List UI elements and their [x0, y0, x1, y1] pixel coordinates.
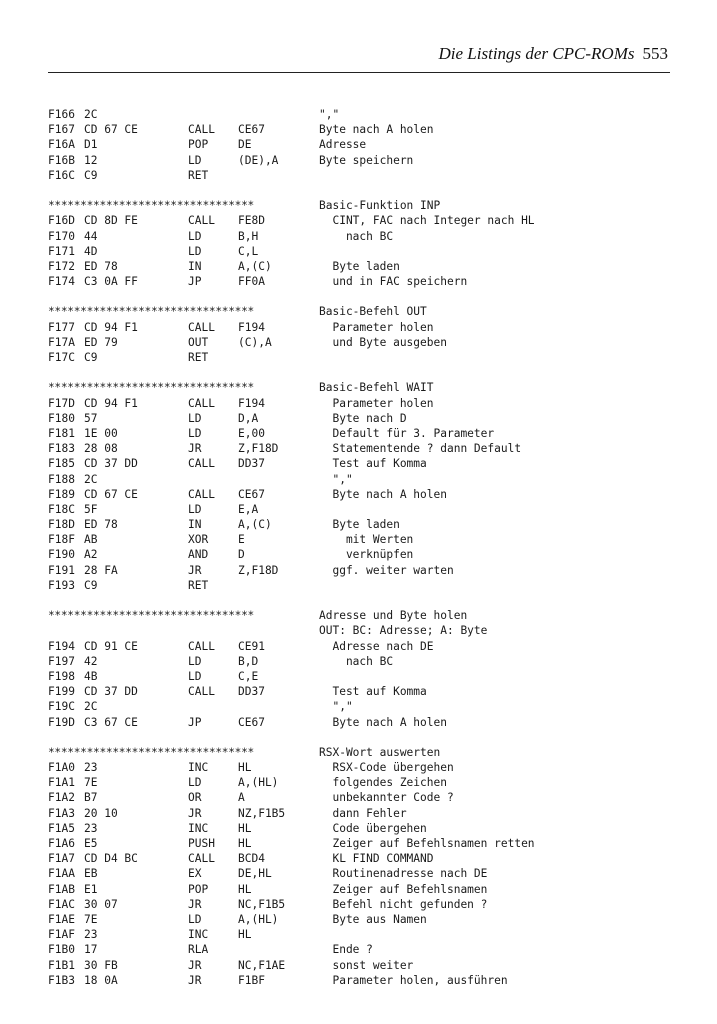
mnemonic: JR	[188, 958, 202, 972]
comment: unbekannter Code ?	[319, 791, 454, 805]
operand: BCD4	[238, 852, 265, 866]
hex-bytes: E5	[84, 837, 98, 850]
comment: Routinenadresse nach DE	[319, 867, 488, 881]
comment: Byte nach A holen	[319, 487, 447, 501]
address: F1A2	[48, 791, 75, 805]
operand: F194	[238, 396, 265, 410]
mnemonic: LD	[188, 912, 202, 926]
hex-bytes: 23	[84, 821, 98, 835]
mnemonic: POP	[188, 138, 209, 152]
comment: dann Fehler	[319, 806, 407, 820]
address: F183	[48, 442, 75, 456]
assembly-listing	[48, 107, 668, 988]
code-line	[48, 760, 668, 775]
code-line	[48, 578, 668, 593]
comment: ","	[319, 108, 340, 121]
code-line	[48, 229, 668, 244]
code-line	[48, 775, 668, 790]
comment: Byte laden	[319, 259, 400, 273]
mnemonic: JR	[188, 897, 202, 911]
operand: A	[238, 791, 245, 805]
blank-line	[48, 183, 668, 198]
section-header-line	[48, 608, 668, 623]
comment: und in FAC speichern	[319, 275, 468, 289]
hex-bytes: C3 67 CE	[84, 715, 138, 729]
code-line	[48, 411, 668, 426]
code-line	[48, 563, 668, 578]
operand: A,(C)	[238, 518, 272, 532]
hex-bytes: 2C	[84, 108, 98, 121]
operand: D,A	[238, 411, 259, 425]
hex-bytes: 5F	[84, 502, 98, 516]
comment: Parameter holen	[319, 320, 434, 334]
hex-bytes: 17	[84, 943, 98, 957]
mnemonic: LD	[188, 654, 202, 668]
mnemonic: JR	[188, 973, 202, 987]
blank-line	[48, 593, 668, 608]
address: F181	[48, 426, 75, 440]
operand: (C),A	[238, 335, 272, 349]
comment: Test auf Komma	[319, 457, 427, 471]
page-header	[48, 44, 668, 64]
comment: Adresse nach DE	[319, 639, 434, 653]
comment: und Byte ausgeben	[319, 335, 447, 349]
comment: ggf. weiter warten	[319, 563, 454, 577]
operand: A,(HL)	[238, 912, 279, 926]
section-header-line	[48, 380, 668, 395]
hex-bytes: CD D4 BC	[84, 852, 138, 866]
address: F1A0	[48, 761, 75, 775]
address: F193	[48, 578, 75, 592]
comment: Byte aus Namen	[319, 912, 427, 926]
address: F1AA	[48, 867, 75, 881]
comment: mit Werten	[319, 533, 414, 547]
operand: NC,F1B5	[238, 897, 286, 911]
comment: nach BC	[319, 654, 394, 668]
mnemonic: CALL	[188, 639, 215, 653]
mnemonic: RET	[188, 578, 209, 592]
hex-bytes: CD 8D FE	[84, 214, 138, 228]
code-line	[48, 441, 668, 456]
separator-stars: ********************************	[48, 381, 254, 395]
mnemonic: OUT	[188, 335, 209, 349]
operand: Z,F18D	[238, 442, 279, 456]
operand: F194	[238, 320, 265, 334]
address: F16A	[48, 138, 75, 152]
comment: verknüpfen	[319, 548, 414, 562]
hex-bytes: 57	[84, 411, 98, 425]
hex-bytes: CD 94 F1	[84, 396, 138, 410]
mnemonic: JR	[188, 442, 202, 456]
code-line	[48, 244, 668, 259]
code-line	[48, 927, 668, 942]
hex-bytes: 30 07	[84, 897, 118, 911]
hex-bytes: 1E 00	[84, 426, 118, 440]
address: F18D	[48, 518, 75, 532]
hex-bytes: EB	[84, 867, 98, 881]
address: F199	[48, 685, 75, 699]
code-line	[48, 426, 668, 441]
hex-bytes: ED 78	[84, 518, 118, 532]
hex-bytes: 23	[84, 761, 98, 775]
operand: CE67	[238, 487, 265, 501]
mnemonic: CALL	[188, 214, 215, 228]
code-line	[48, 866, 668, 881]
address: F190	[48, 548, 75, 562]
comment: sonst weiter	[319, 958, 414, 972]
comment: nach BC	[319, 229, 394, 243]
code-line	[48, 821, 668, 836]
code-line	[48, 456, 668, 471]
hex-bytes: 44	[84, 229, 98, 243]
operand: NZ,F1B5	[238, 806, 286, 820]
running-title: Die Listings der CPC-ROMs	[438, 44, 635, 63]
operand: HL	[238, 837, 252, 850]
operand: FF0A	[238, 275, 265, 289]
code-line	[48, 623, 668, 638]
section-title: RSX-Wort auswerten	[319, 745, 441, 759]
operand: HL	[238, 761, 252, 775]
comment: Parameter holen, ausführen	[319, 973, 508, 987]
address: F167	[48, 123, 75, 137]
operand: HL	[238, 928, 252, 942]
code-line	[48, 958, 668, 973]
address: F16C	[48, 168, 75, 182]
comment: Byte nach A holen	[319, 715, 447, 729]
address: F17C	[48, 351, 75, 364]
code-line	[48, 122, 668, 137]
code-line	[48, 168, 668, 183]
section-title: Basic-Befehl WAIT	[319, 381, 434, 395]
comment: Test auf Komma	[319, 685, 427, 699]
hex-bytes: 4B	[84, 669, 98, 683]
operand: C,E	[238, 669, 259, 683]
hex-bytes: 12	[84, 153, 98, 167]
section-header-line	[48, 304, 668, 319]
section-header-line	[48, 745, 668, 760]
hex-bytes: CD 67 CE	[84, 487, 138, 501]
hex-bytes: 18 0A	[84, 973, 118, 987]
address: F180	[48, 411, 75, 425]
hex-bytes: CD 91 CE	[84, 639, 138, 653]
code-line	[48, 274, 668, 289]
mnemonic: JR	[188, 563, 202, 577]
address: F1AB	[48, 882, 75, 896]
address: F19C	[48, 700, 75, 714]
code-line	[48, 259, 668, 274]
code-line	[48, 699, 668, 714]
section-header-line	[48, 198, 668, 213]
comment: Default für 3. Parameter	[319, 426, 495, 440]
code-line	[48, 684, 668, 699]
address: F1B0	[48, 943, 75, 957]
code-line	[48, 836, 668, 851]
code-line	[48, 547, 668, 562]
hex-bytes: 20 10	[84, 806, 118, 820]
comment: Befehl nicht gefunden ?	[319, 897, 488, 911]
hex-bytes: C9	[84, 351, 98, 364]
hex-bytes: 28 08	[84, 442, 118, 456]
hex-bytes: 28 FA	[84, 563, 118, 577]
code-line	[48, 350, 668, 365]
address: F18F	[48, 533, 75, 547]
mnemonic: CALL	[188, 457, 215, 471]
address: F174	[48, 275, 75, 289]
address: F18C	[48, 502, 75, 516]
code-line	[48, 897, 668, 912]
code-line	[48, 669, 668, 684]
hex-bytes: 2C	[84, 472, 98, 486]
mnemonic: CALL	[188, 320, 215, 334]
hex-bytes: 2C	[84, 700, 98, 714]
separator-stars: ********************************	[48, 305, 254, 319]
operand: CE91	[238, 639, 265, 653]
operand: A,(HL)	[238, 776, 279, 790]
hex-bytes: A2	[84, 548, 98, 562]
address: F197	[48, 654, 75, 668]
hex-bytes: 7E	[84, 912, 98, 926]
operand: DE,HL	[238, 867, 272, 881]
address: F189	[48, 487, 75, 501]
address: F166	[48, 108, 75, 121]
address: F17D	[48, 396, 75, 410]
hex-bytes: ED 79	[84, 335, 118, 349]
hex-bytes: 23	[84, 928, 98, 942]
code-line	[48, 213, 668, 228]
code-line	[48, 654, 668, 669]
mnemonic: CALL	[188, 123, 215, 137]
section-title: Basic-Befehl OUT	[319, 305, 427, 319]
mnemonic: CALL	[188, 685, 215, 699]
hex-bytes: CD 94 F1	[84, 320, 138, 334]
address: F16D	[48, 214, 75, 228]
address: F16B	[48, 153, 75, 167]
mnemonic: OR	[188, 791, 202, 805]
hex-bytes: CD 37 DD	[84, 457, 138, 471]
hex-bytes: 30 FB	[84, 958, 118, 972]
code-line	[48, 790, 668, 805]
code-line	[48, 973, 668, 988]
operand: C,L	[238, 244, 259, 258]
blank-line	[48, 289, 668, 304]
section-title: Adresse und Byte holen	[319, 609, 468, 623]
comment: Zeiger auf Befehlsnamen	[319, 882, 488, 896]
code-line	[48, 502, 668, 517]
address: F1AE	[48, 912, 75, 926]
hex-bytes: AB	[84, 533, 98, 547]
mnemonic: JP	[188, 275, 202, 289]
code-line	[48, 487, 668, 502]
comment: OUT: BC: Adresse; A: Byte	[319, 624, 488, 638]
mnemonic: LD	[188, 229, 202, 243]
mnemonic: LD	[188, 502, 202, 516]
code-line	[48, 153, 668, 168]
address: F194	[48, 639, 75, 653]
code-line	[48, 851, 668, 866]
address: F170	[48, 229, 75, 243]
address: F1A3	[48, 806, 75, 820]
comment: Parameter holen	[319, 396, 434, 410]
comment: folgendes Zeichen	[319, 776, 447, 790]
address: F1B1	[48, 958, 75, 972]
hex-bytes: C9	[84, 168, 98, 182]
code-line	[48, 532, 668, 547]
address: F188	[48, 472, 75, 486]
operand: E,A	[238, 502, 259, 516]
comment: CINT, FAC nach Integer nach HL	[319, 214, 535, 228]
comment: Statementende ? dann Default	[319, 442, 522, 456]
code-line	[48, 107, 668, 122]
operand: CE67	[238, 715, 265, 729]
mnemonic: EX	[188, 867, 202, 881]
address: F19D	[48, 715, 75, 729]
operand: D	[238, 548, 245, 562]
mnemonic: RLA	[188, 943, 209, 957]
mnemonic: JR	[188, 806, 202, 820]
mnemonic: CALL	[188, 487, 215, 501]
header-rule	[48, 72, 670, 73]
code-line	[48, 335, 668, 350]
address: F1AC	[48, 897, 75, 911]
code-line	[48, 942, 668, 957]
code-line	[48, 472, 668, 487]
hex-bytes: 4D	[84, 244, 98, 258]
address: F1AF	[48, 928, 75, 942]
comment: Byte speichern	[319, 153, 414, 167]
mnemonic: RET	[188, 168, 209, 182]
code-line	[48, 137, 668, 152]
comment: Ende ?	[319, 943, 373, 957]
address: F1A5	[48, 821, 75, 835]
mnemonic: LD	[188, 669, 202, 683]
mnemonic: LD	[188, 153, 202, 167]
blank-line	[48, 730, 668, 745]
hex-bytes: C9	[84, 578, 98, 592]
address: F191	[48, 563, 75, 577]
operand: DD37	[238, 685, 265, 699]
mnemonic: INC	[188, 821, 209, 835]
code-line	[48, 396, 668, 411]
section-title: Basic-Funktion INP	[319, 199, 441, 213]
mnemonic: CALL	[188, 396, 215, 410]
hex-bytes: D1	[84, 138, 98, 152]
comment: Byte laden	[319, 518, 400, 532]
operand: DD37	[238, 457, 265, 471]
hex-bytes: B7	[84, 791, 98, 805]
hex-bytes: 42	[84, 654, 98, 668]
operand: Z,F18D	[238, 563, 279, 577]
operand: DE	[238, 138, 252, 152]
hex-bytes: CD 67 CE	[84, 123, 138, 137]
mnemonic: INC	[188, 928, 209, 942]
operand: FE8D	[238, 214, 265, 228]
mnemonic: LD	[188, 411, 202, 425]
mnemonic: CALL	[188, 852, 215, 866]
mnemonic: IN	[188, 518, 202, 532]
code-line	[48, 639, 668, 654]
comment: Byte nach A holen	[319, 123, 434, 137]
comment: Zeiger auf Befehlsnamen retten	[319, 837, 535, 850]
blank-line	[48, 365, 668, 380]
address: F171	[48, 244, 75, 258]
comment: RSX-Code übergehen	[319, 761, 454, 775]
code-line	[48, 806, 668, 821]
address: F1A6	[48, 837, 75, 850]
mnemonic: IN	[188, 259, 202, 273]
separator-stars: ********************************	[48, 199, 254, 213]
mnemonic: POP	[188, 882, 209, 896]
mnemonic: LD	[188, 244, 202, 258]
operand: B,D	[238, 654, 259, 668]
separator-stars: ********************************	[48, 745, 254, 759]
hex-bytes: 7E	[84, 776, 98, 790]
hex-bytes: ED 78	[84, 259, 118, 273]
mnemonic: INC	[188, 761, 209, 775]
operand: B,H	[238, 229, 259, 243]
hex-bytes: CD 37 DD	[84, 685, 138, 699]
mnemonic: JP	[188, 715, 202, 729]
address: F172	[48, 259, 75, 273]
code-line	[48, 715, 668, 730]
comment: Byte nach D	[319, 411, 407, 425]
page-number: 553	[642, 44, 668, 63]
mnemonic: XOR	[188, 533, 209, 547]
mnemonic: AND	[188, 548, 209, 562]
operand: NC,F1AE	[238, 958, 286, 972]
hex-bytes: E1	[84, 882, 98, 896]
address: F1B3	[48, 973, 75, 987]
address: F1A1	[48, 776, 75, 790]
address: F198	[48, 669, 75, 683]
separator-stars: ********************************	[48, 609, 254, 623]
hex-bytes: C3 0A FF	[84, 275, 138, 289]
comment: Code übergehen	[319, 821, 427, 835]
operand: E	[238, 533, 245, 547]
mnemonic: LD	[188, 426, 202, 440]
operand: E,00	[238, 426, 265, 440]
operand: HL	[238, 882, 252, 896]
operand: F1BF	[238, 973, 265, 987]
code-line	[48, 882, 668, 897]
mnemonic: PUSH	[188, 837, 215, 850]
code-line	[48, 912, 668, 927]
operand: HL	[238, 821, 252, 835]
code-line	[48, 320, 668, 335]
mnemonic: LD	[188, 776, 202, 790]
comment: ","	[319, 700, 353, 714]
operand: CE67	[238, 123, 265, 137]
comment: Adresse	[319, 138, 367, 152]
address: F1A7	[48, 852, 75, 866]
operand: (DE),A	[238, 153, 279, 167]
operand: A,(C)	[238, 259, 272, 273]
code-line	[48, 517, 668, 532]
comment: ","	[319, 472, 353, 486]
address: F185	[48, 457, 75, 471]
comment: KL FIND COMMAND	[319, 852, 434, 866]
mnemonic: RET	[188, 351, 209, 364]
address: F177	[48, 320, 75, 334]
address: F17A	[48, 335, 75, 349]
